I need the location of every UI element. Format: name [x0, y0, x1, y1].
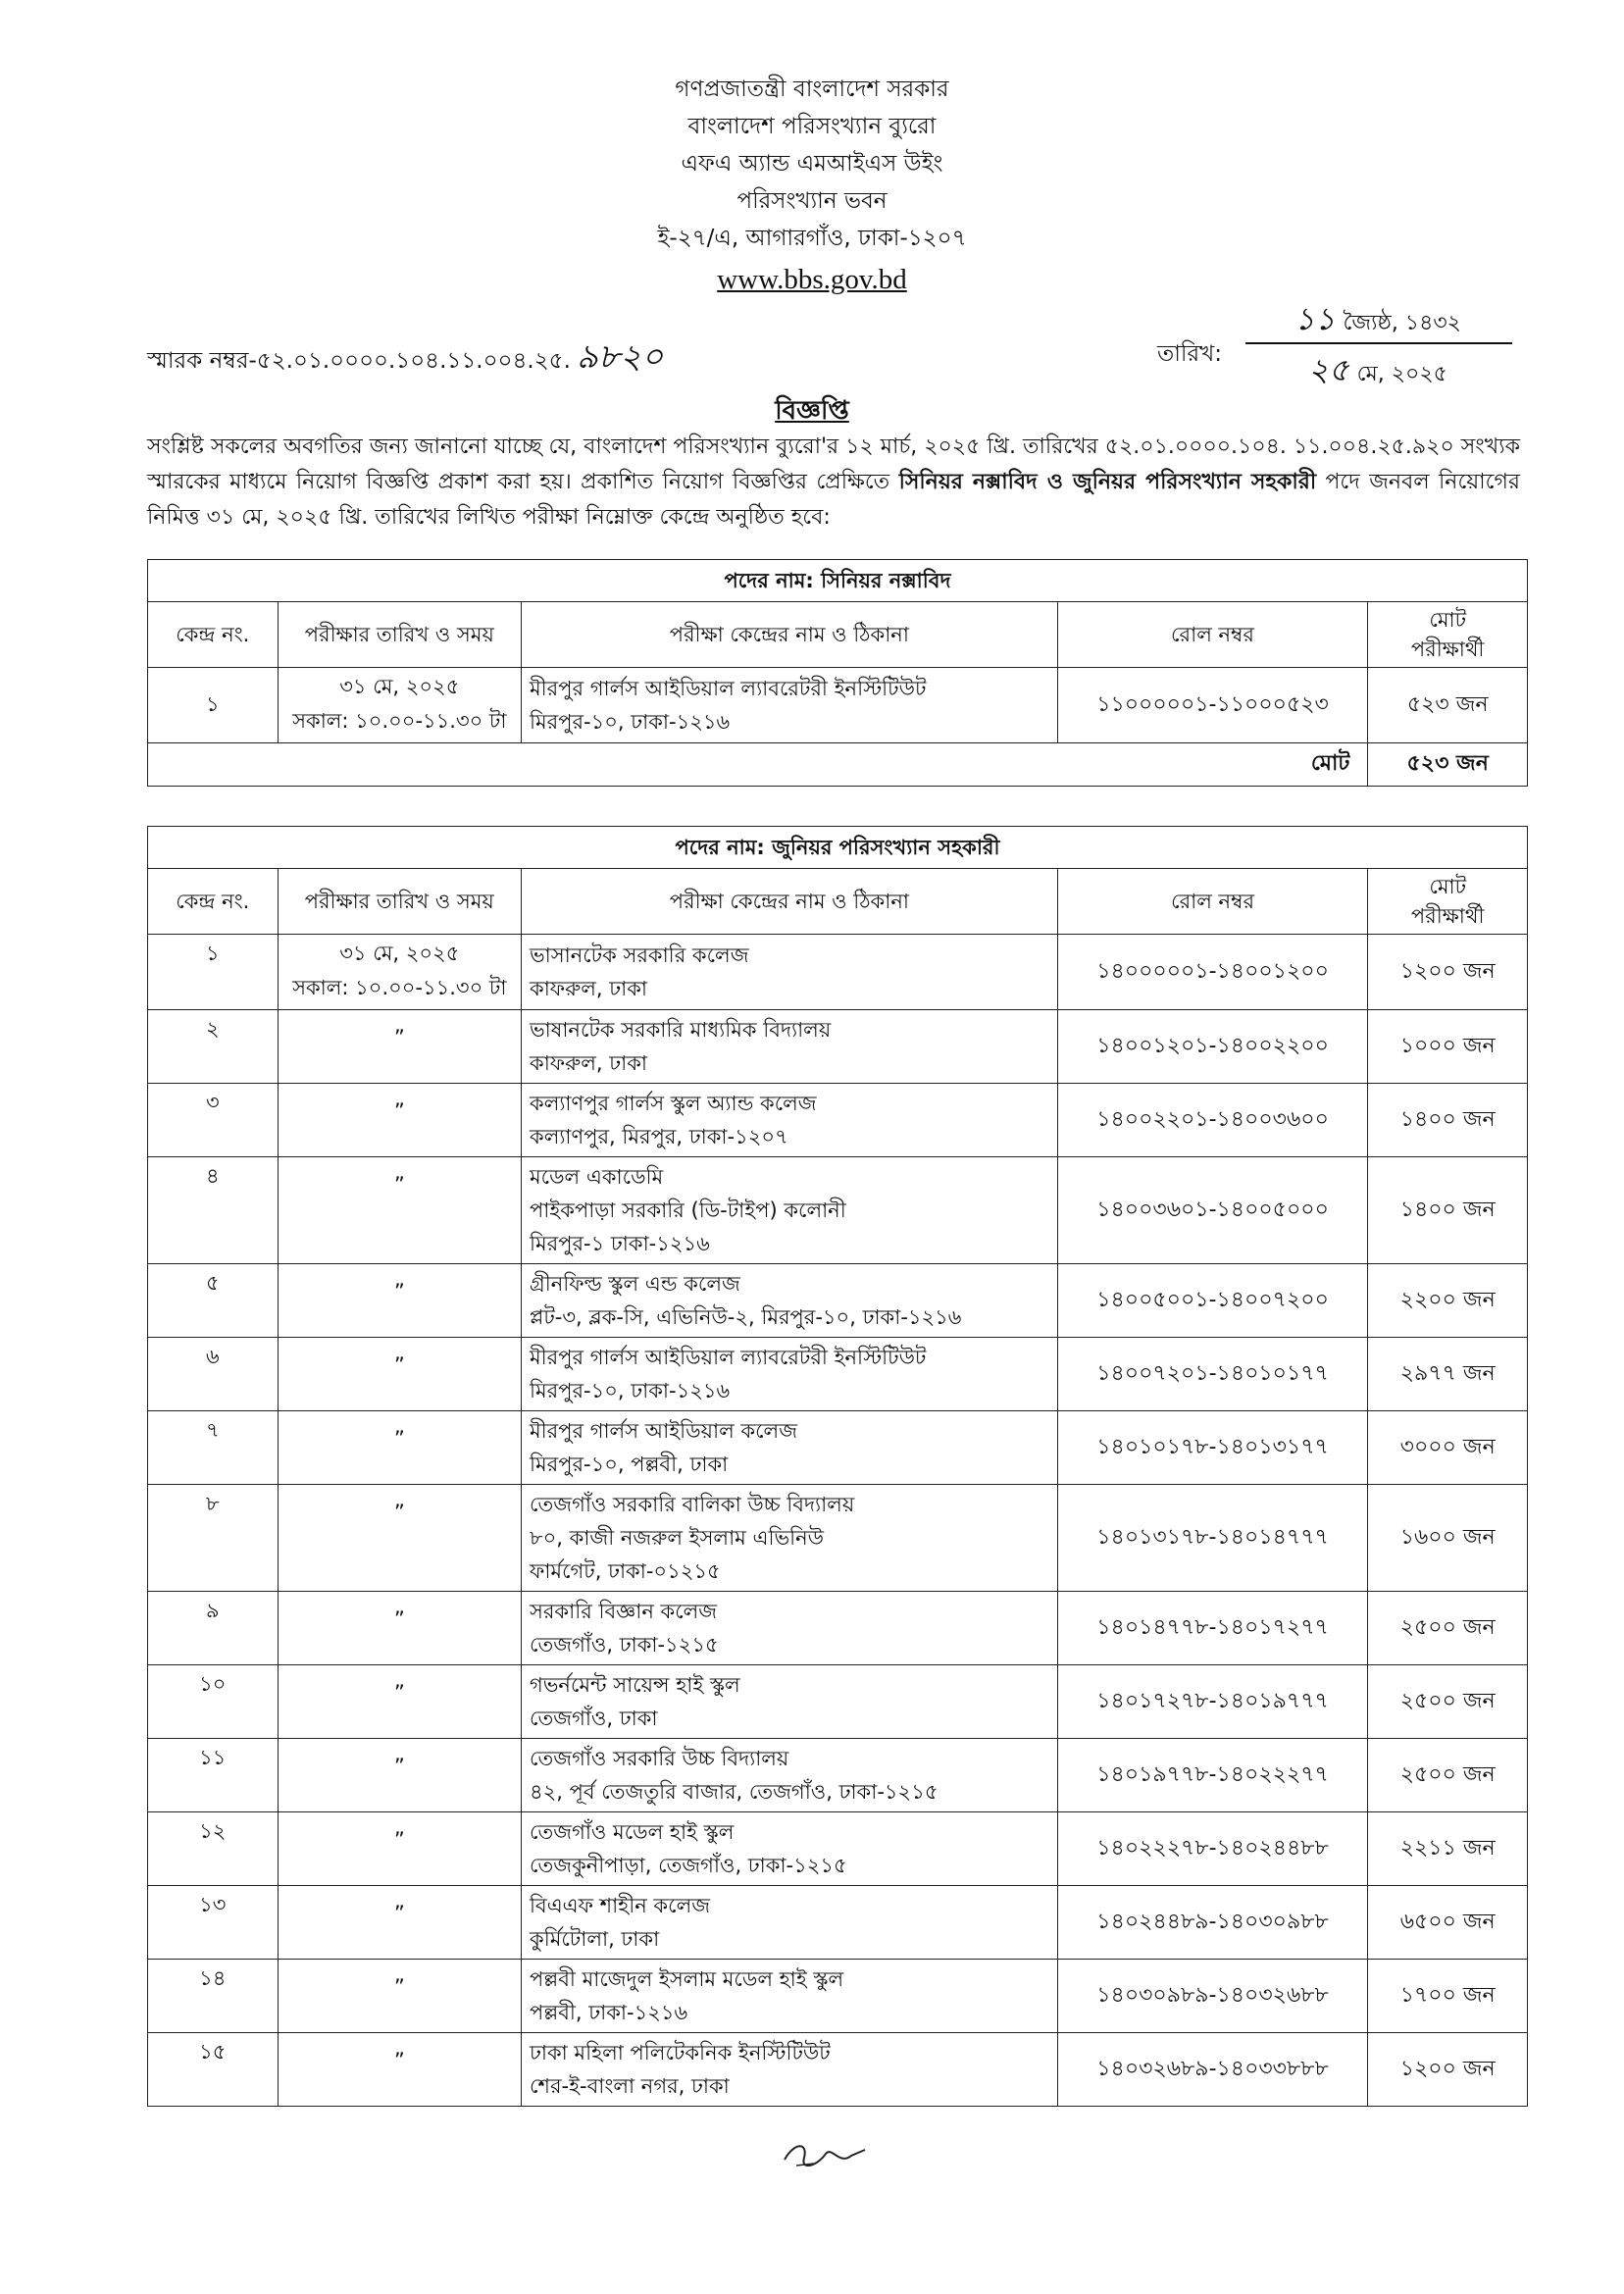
- cell-roll: ১৪০০৭২০১-১৪০১০১৭৭: [1057, 1338, 1368, 1411]
- cell-center-name: [522, 668, 1058, 743]
- table-row: [148, 1084, 1528, 1157]
- col-center-no: কেন্দ্র নং.: [148, 602, 279, 668]
- cell-name: ভাষানটেক সরকারি মাধ্যমিক বিদ্যালয়: [530, 1018, 832, 1042]
- para-bold-post-1: সিনিয়র নক্সাবিদ: [898, 470, 1038, 494]
- cell-center-no: ২: [148, 1010, 279, 1084]
- table-row: [148, 1592, 1528, 1665]
- cell-center-name: [522, 1485, 1058, 1592]
- cell-date-time: [278, 1338, 521, 1411]
- cell-date: „: [393, 1267, 405, 1291]
- cell-roll: ১১০০০০০১-১১০০০৫২৩: [1057, 668, 1368, 743]
- date-divider: [1245, 342, 1512, 344]
- cell-date: „: [393, 1742, 405, 1765]
- cell-center-no: ৯: [148, 1592, 279, 1665]
- cell-center-no: ৫: [148, 1264, 279, 1338]
- cell-center-no: ৮: [148, 1485, 279, 1592]
- cell-name: গ্রীনফিল্ড স্কুল এন্ড কলেজ: [530, 1272, 740, 1296]
- para-and: ও: [1037, 470, 1073, 494]
- cell-name: মীরপুর গার্লস আইডিয়াল ল্যাবরেটরী ইনস্টিটিউট: [530, 677, 927, 700]
- cell-date: „: [393, 1087, 405, 1110]
- cell-center-no: ১৪: [148, 1960, 279, 2033]
- cell-name: তেজগাঁও সরকারি বালিকা উচ্চ বিদ্যালয়: [530, 1493, 855, 1516]
- col-date-time: পরীক্ষার তারিখ ও সময়: [278, 602, 521, 668]
- col-center-name: পরীক্ষা কেন্দ্রের নাম ও ঠিকানা: [522, 869, 1058, 935]
- cell-count: ২২০০ জন: [1368, 1264, 1528, 1338]
- cell-addr: পল্লবী, ঢাকা-১২১৬: [530, 2001, 688, 2024]
- cell-date: „: [393, 1889, 405, 1912]
- cell-date: „: [393, 1963, 405, 1986]
- date-label: তারিখ:: [1157, 341, 1223, 367]
- memo-handwritten-number: ৯৮২০: [576, 337, 664, 377]
- cell-count: ৬৫০০ জন: [1368, 1886, 1528, 1960]
- cell-center-name: [522, 2033, 1058, 2107]
- cell-count: ৩০০০ জন: [1368, 1411, 1528, 1485]
- table-row: [148, 935, 1528, 1010]
- cell-addr: ৪২, পূর্ব তেজতুরি বাজার, তেজগাঁও, ঢাকা-১২১৫: [530, 1780, 939, 1804]
- cell-addr: তেজগাঁও, ঢাকা-১২১৫: [530, 1633, 719, 1657]
- cell-date-time: [278, 1084, 521, 1157]
- cell-date-time: [278, 1157, 521, 1264]
- cell-count: ১০০০ জন: [1368, 1010, 1528, 1084]
- cell-center-no: ৩: [148, 1084, 279, 1157]
- bureau-name: বাংলাদেশ পরিসংখ্যান ব্যুরো: [687, 114, 937, 139]
- memo-number: [147, 331, 663, 387]
- cell-center-name: [522, 1010, 1058, 1084]
- table1-total-row: [148, 743, 1528, 787]
- cell-date: ৩১ মে, ২০২৫: [339, 942, 460, 965]
- cell-date: „: [393, 1595, 405, 1618]
- cell-center-name: [522, 1592, 1058, 1665]
- cell-addr: মিরপুর-১০, পল্লবী, ঢাকা: [530, 1453, 729, 1476]
- date-english-day: ২৫: [1308, 351, 1349, 388]
- table1-total-value: ৫২৩ জন: [1368, 743, 1528, 787]
- cell-center-name: [522, 1338, 1058, 1411]
- table-row: [148, 668, 1528, 743]
- cell-roll: ১৪০১৪৭৭৮-১৪০১৭২৭৭: [1057, 1592, 1368, 1665]
- cell-name: গভর্নমেন্ট সায়েন্স হাই স্কুল: [530, 1673, 740, 1697]
- cell-date: „: [393, 1013, 405, 1037]
- cell-center-name: [522, 1886, 1058, 1960]
- cell-name: মীরপুর গার্লস আইডিয়াল কলেজ: [530, 1419, 797, 1443]
- cell-roll: ১৪০১৩১৭৮-১৪০১৪৭৭৭: [1057, 1485, 1368, 1592]
- cell-addr: শের-ই-বাংলা নগর, ঢাকা: [530, 2074, 730, 2098]
- table-row: [148, 1485, 1528, 1592]
- cell-date: „: [393, 1668, 405, 1692]
- cell-date-time: [278, 668, 521, 743]
- table-row: [148, 1010, 1528, 1084]
- cell-date: „: [393, 1341, 405, 1364]
- table-row: [148, 1264, 1528, 1338]
- table2-body: [148, 935, 1528, 2107]
- cell-count: ২৫০০ জন: [1368, 1665, 1528, 1739]
- cell-addr: কল্যাণপুর, মিরপুর, ঢাকা-১২০৭: [530, 1125, 788, 1148]
- govt-name: গণপ্রজাতন্ত্রী বাংলাদেশ সরকার: [675, 76, 949, 102]
- cell-roll: ১৪০১৯৭৭৮-১৪০২২২৭৭: [1057, 1739, 1368, 1812]
- date-english-month: মে, ২০২৫: [1356, 362, 1447, 386]
- cell-center-name: [522, 1739, 1058, 1812]
- cell-roll: ১৪০১৭২৭৮-১৪০১৯৭৭৭: [1057, 1665, 1368, 1739]
- junior-stat-assistant-table: [147, 826, 1528, 2107]
- cell-roll: ১৪০৩২৬৮৯-১৪০৩৩৮৮৮: [1057, 2033, 1368, 2107]
- cell-count: ১৬০০ জন: [1368, 1485, 1528, 1592]
- cell-center-no: ১২: [148, 1812, 279, 1886]
- cell-name: বিএএফ শাহীন কলেজ: [530, 1894, 710, 1917]
- table-row: [148, 1411, 1528, 1485]
- cell-name: মীরপুর গার্লস আইডিয়াল ল্যাবরেটরী ইনস্টিটিউট: [530, 1346, 927, 1369]
- signature-mark: [775, 2136, 873, 2175]
- cell-count: ২২১১ জন: [1368, 1812, 1528, 1886]
- col-date-time: পরীক্ষার তারিখ ও সময়: [278, 869, 521, 935]
- cell-date: ৩১ মে, ২০২৫: [339, 675, 460, 698]
- col-roll: রোল নম্বর: [1057, 602, 1368, 668]
- cell-date-time: [278, 1010, 521, 1084]
- cell-center-name: [522, 1960, 1058, 2033]
- table2-header-row: [148, 869, 1528, 935]
- table-row: [148, 1665, 1528, 1739]
- table-row: [148, 2033, 1528, 2107]
- date-bangla-day: ১১: [1294, 300, 1336, 337]
- table1-post-title: পদের নাম: সিনিয়র নক্সাবিদ: [148, 560, 1528, 602]
- table1-header-row: [148, 602, 1528, 668]
- col-roll: রোল নম্বর: [1057, 869, 1368, 935]
- cell-addr: প্লট-৩, ব্লক-সি, এভিনিউ-২, মিরপুর-১০, ঢাকা-১২১৬: [530, 1305, 962, 1329]
- cell-center-no: ১০: [148, 1665, 279, 1739]
- website-link[interactable]: www.bbs.gov.bd: [717, 264, 907, 295]
- cell-name: ঢাকা মহিলা পলিটেকনিক ইনস্টিটিউট: [530, 2041, 831, 2065]
- cell-roll: ১৪০০২২০১-১৪০০৩৬০০: [1057, 1084, 1368, 1157]
- cell-roll: ১৪০২২২৭৮-১৪০২৪৪৮৮: [1057, 1812, 1368, 1886]
- para-bold-post-2: জুনিয়র পরিসংখ্যান সহকারী: [1072, 470, 1317, 494]
- cell-roll: ১৪০০৫০০১-১৪০০৭২০০: [1057, 1264, 1368, 1338]
- cell-count: ২৯৭৭ জন: [1368, 1338, 1528, 1411]
- table-row: [148, 1338, 1528, 1411]
- cell-date-time: [278, 1960, 521, 2033]
- para-text-1: সংশ্লিষ্ট সকলের অবগতির জন্য জানানো যাচ্ছে যে, বাংলাদেশ পরিসংখ্যান ব্যুরো'র ১২ মার্চ, ২০২৫ খ্রি. তারিখের ৫২.০১.০০০০.১০৪. ১১.০০৪.২৫.৯২০ সংখ্যক স্মারকের মাধ্যমে নিয়োগ বিজ্ঞপ্তি প্রকাশ করা হয়। প্রকাশিত নিয়োগ বিজ্ঞপ্তির প্রেক্ষিতে: [147, 434, 1520, 494]
- para-text-2: পদে জনবল নিয়োগের নিমিত্ত ৩১ মে, ২০২৫ খ্রি. তারিখের লিখিত পরীক্ষা নিম্নোক্ত কেন্দ্রে অনুষ্ঠিত হবে:: [147, 470, 1520, 530]
- cell-roll: ১৪০৩০৯৮৯-১৪০৩২৬৮৮: [1057, 1960, 1368, 2033]
- cell-count: ১২০০ জন: [1368, 2033, 1528, 2107]
- senior-draftsman-table: [147, 559, 1528, 787]
- cell-roll: ১৪০২৪৪৮৯-১৪০৩০৯৮৮: [1057, 1886, 1368, 1960]
- cell-center-name: [522, 935, 1058, 1010]
- cell-date: „: [393, 1160, 405, 1184]
- cell-date-time: [278, 1264, 521, 1338]
- cell-date-time: [278, 1812, 521, 1886]
- wing-name: এফএ অ্যান্ড এমআইএস উইং: [681, 151, 943, 177]
- cell-center-name: [522, 1812, 1058, 1886]
- cell-center-name: [522, 1264, 1058, 1338]
- table-row: [148, 1157, 1528, 1264]
- cell-date-time: [278, 1739, 521, 1812]
- cell-count: ২৫০০ জন: [1368, 1592, 1528, 1665]
- notice-paragraph: [147, 430, 1520, 535]
- cell-date-time: [278, 1592, 521, 1665]
- cell-date: „: [393, 1488, 405, 1511]
- cell-addr: মিরপুর-১০, ঢাকা-১২১৬: [530, 710, 731, 734]
- cell-addr: কাফরুল, ঢাকা: [530, 1051, 647, 1075]
- cell-addr: ৮০, কাজী নজরুল ইসলাম এভিনিউ: [530, 1526, 825, 1550]
- table-row: [148, 1960, 1528, 2033]
- cell-date: „: [393, 1414, 405, 1438]
- cell-addr: মিরপুর-১ ঢাকা-১২১৬: [530, 1232, 710, 1255]
- date-bangla-month: জ্যৈষ্ঠ, ১৪৩২: [1343, 311, 1461, 335]
- cell-name: তেজগাঁও মডেল হাই স্কুল: [530, 1820, 735, 1844]
- col-total-line2: পরীক্ষার্থী: [1410, 637, 1485, 661]
- cell-addr: কুর্মিটোলা, ঢাকা: [530, 1927, 660, 1951]
- cell-date-time: [278, 935, 521, 1010]
- cell-addr: পাইকপাড়া সরকারি (ডি-টাইপ) কলোনী: [530, 1198, 846, 1222]
- cell-addr: ফার্মগেট, ঢাকা-০১২১৫: [530, 1559, 721, 1583]
- col-total-line2: পরীক্ষার্থী: [1410, 904, 1485, 928]
- cell-roll: ১৪০০০০০১-১৪০০১২০০: [1057, 935, 1368, 1010]
- cell-date-time: [278, 1485, 521, 1592]
- building-name: পরিসংখ্যান ভবন: [736, 188, 888, 214]
- cell-name: মডেল একাডেমি: [530, 1165, 664, 1189]
- cell-date-time: [278, 2033, 521, 2107]
- cell-center-no: ৪: [148, 1157, 279, 1264]
- col-total-line1: মোট: [1429, 875, 1467, 898]
- cell-addr: মিরপুর-১০, ঢাকা-১২১৬: [530, 1379, 731, 1402]
- office-address: ই-২৭/এ, আগারগাঁও, ঢাকা-১২০৭: [657, 226, 967, 251]
- cell-center-name: [522, 1084, 1058, 1157]
- cell-roll: ১৪০১০১৭৮-১৪০১৩১৭৭: [1057, 1411, 1368, 1485]
- cell-center-name: [522, 1157, 1058, 1264]
- col-total: [1368, 869, 1528, 935]
- cell-date-time: [278, 1886, 521, 1960]
- cell-name: তেজগাঁও সরকারি উচ্চ বিদ্যালয়: [530, 1747, 789, 1770]
- table-row: [148, 1739, 1528, 1812]
- cell-addr: তেজকুনীপাড়া, তেজগাঁও, ঢাকা-১২১৫: [530, 1854, 847, 1877]
- cell-count: ১৪০০ জন: [1368, 1084, 1528, 1157]
- cell-date: „: [393, 2036, 405, 2060]
- col-center-name: পরীক্ষা কেন্দ্রের নাম ও ঠিকানা: [522, 602, 1058, 668]
- col-center-no: কেন্দ্র নং.: [148, 869, 279, 935]
- cell-count: ২৫০০ জন: [1368, 1739, 1528, 1812]
- date-bangla: [1245, 294, 1510, 347]
- cell-center-name: [522, 1665, 1058, 1739]
- table2-post-title: পদের নাম: জুনিয়র পরিসংখ্যান সহকারী: [148, 827, 1528, 869]
- cell-count: ১৭০০ জন: [1368, 1960, 1528, 2033]
- cell-count: ৫২৩ জন: [1368, 668, 1528, 743]
- cell-count: ১২০০ জন: [1368, 935, 1528, 1010]
- cell-count: ১৪০০ জন: [1368, 1157, 1528, 1264]
- cell-addr: কাফরুল, ঢাকা: [530, 977, 647, 1000]
- cell-date: „: [393, 1815, 405, 1839]
- cell-name: ভাসানটেক সরকারি কলেজ: [530, 943, 749, 967]
- cell-name: পল্লবী মাজেদুল ইসলাম মডেল হাই স্কুল: [530, 1967, 844, 1991]
- table1-total-label: মোট: [148, 743, 1368, 787]
- cell-center-no: ১৩: [148, 1886, 279, 1960]
- memo-number-text: স্মারক নম্বর-৫২.০১.০০০০.১০৪.১১.০০৪.২৫.: [147, 348, 571, 374]
- cell-center-no: ১১: [148, 1739, 279, 1812]
- col-total-line1: মোট: [1429, 608, 1467, 632]
- cell-addr: তেজগাঁও, ঢাকা: [530, 1707, 658, 1730]
- cell-roll: ১৪০০১২০১-১৪০০২২০০: [1057, 1010, 1368, 1084]
- cell-center-no: ১: [148, 668, 279, 743]
- cell-center-no: ৬: [148, 1338, 279, 1411]
- table-row: [148, 1886, 1528, 1960]
- cell-date-time: [278, 1411, 521, 1485]
- cell-roll: ১৪০০৩৬০১-১৪০০৫০০০: [1057, 1157, 1368, 1264]
- cell-center-no: ৭: [148, 1411, 279, 1485]
- cell-center-no: ১: [148, 935, 279, 1010]
- cell-center-no: ১৫: [148, 2033, 279, 2107]
- cell-name: সরকারি বিজ্ঞান কলেজ: [530, 1600, 718, 1623]
- cell-time: সকাল: ১০.০০-১১.৩০ টা: [292, 709, 507, 733]
- cell-time: সকাল: ১০.০০-১১.৩০ টা: [292, 976, 507, 999]
- cell-name: কল্যাণপুর গার্লস স্কুল অ্যান্ড কলেজ: [530, 1092, 817, 1115]
- cell-date-time: [278, 1665, 521, 1739]
- table-row: [148, 1812, 1528, 1886]
- col-total: [1368, 602, 1528, 668]
- notice-title: বিজ্ঞপ্তি: [775, 396, 849, 426]
- cell-center-name: [522, 1411, 1058, 1485]
